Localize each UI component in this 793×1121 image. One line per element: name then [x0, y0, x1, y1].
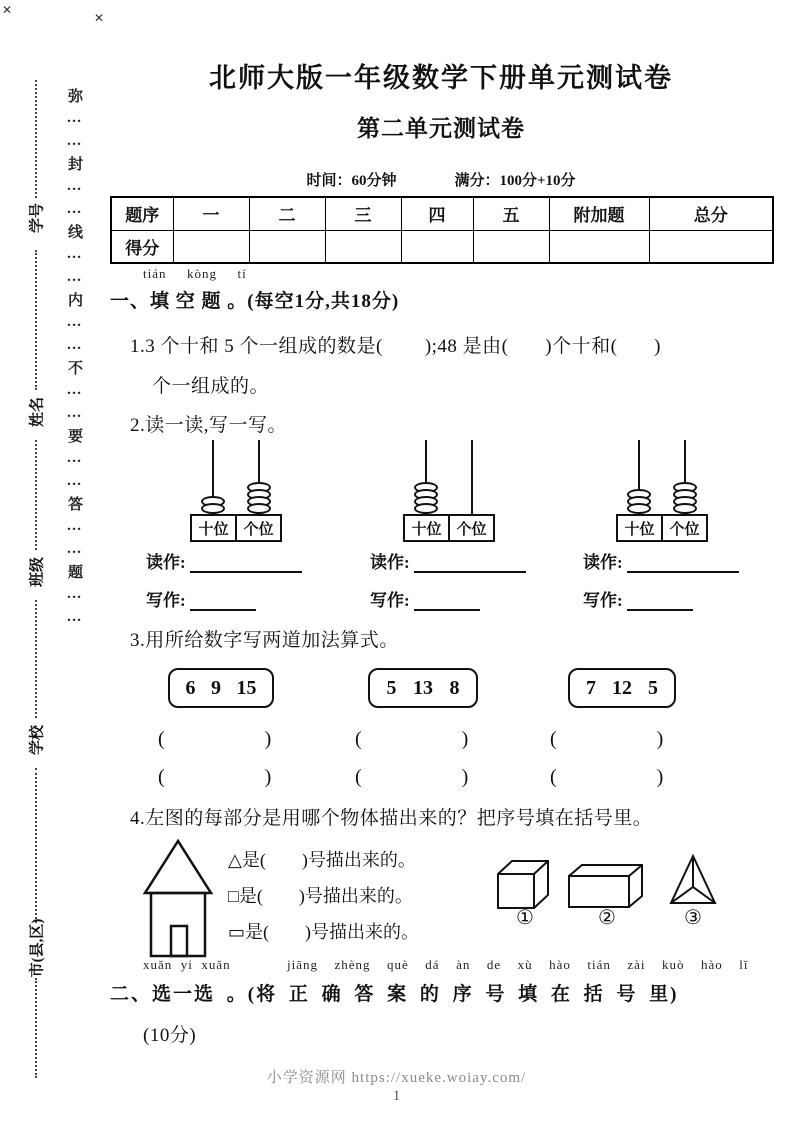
number: 7 [586, 676, 596, 699]
abacus-ring [673, 503, 697, 514]
abacus-ring [247, 503, 271, 514]
abacus-figure [616, 440, 708, 542]
abacus-ring [414, 503, 438, 514]
abacus-tens-rod [616, 440, 662, 514]
shape-number: ② [598, 907, 616, 929]
score-cell [249, 230, 325, 263]
read-as-blank [414, 555, 526, 573]
q4-option-line: ▭是( )号描出来的。 [228, 922, 419, 942]
abacus-figure [403, 440, 495, 542]
abacus-figure [190, 440, 282, 542]
score-table-header-cell: 一 [173, 197, 249, 230]
section-2-pinyin-left: xuǎn yi xuǎn [143, 957, 231, 972]
score-cell [649, 230, 773, 263]
q4-option-line: △是( )号描出来的。 [228, 850, 416, 870]
score-cell [549, 230, 649, 263]
seal-dotted-line [35, 80, 37, 198]
number: 13 [413, 676, 433, 699]
number: 15 [236, 676, 257, 699]
number: 9 [211, 676, 221, 699]
number: 5 [648, 676, 658, 699]
section-2-score-note: (10分) [143, 1025, 197, 1046]
full-score-label: 满分：100分+10分 [454, 173, 576, 189]
score-table-header-cell: 五 [473, 197, 549, 230]
write-as-blank [414, 593, 480, 611]
number: 5 [386, 676, 397, 699]
number-box [568, 668, 676, 708]
answer-paren: ( ) [158, 766, 272, 788]
write-as-blank [190, 593, 256, 611]
number: 6 [185, 676, 196, 699]
abacus-ring [201, 503, 225, 514]
section-1-heading: 一、填 空 题 。(每空1分,共18分) [110, 291, 400, 312]
answer-paren: ( ) [158, 728, 272, 750]
tens-place-label: 十位 [618, 516, 663, 540]
question-2-text: 2.读一读,写一写。 [130, 415, 288, 436]
abacus-ones-rod [662, 440, 708, 514]
ones-place-label: 个位 [243, 521, 274, 538]
footer-text: 小学资源网 https://xueke.woiay.com/ [266, 1070, 527, 1086]
read-as-row [146, 548, 302, 573]
page-title: 北师大版一年级数学下册单元测试卷 [209, 63, 673, 93]
write-as-label: 写作: [583, 591, 623, 610]
read-as-blank [627, 555, 739, 573]
score-table-header-cell: 总分 [649, 197, 773, 230]
seal-label-city: 市(县,区) [29, 918, 46, 978]
write-as-row [370, 586, 480, 611]
question-4-text: 4.左图的每部分是用哪个物体描出来的？把序号填在括号里。 [130, 808, 653, 829]
score-cell [325, 230, 401, 263]
seal-dotted-line [35, 600, 37, 718]
abacus-tens-rod [403, 440, 449, 514]
seal-label-school: 学校 [29, 724, 46, 756]
question-3-text: 3.用所给数字写两道加法算式。 [130, 630, 399, 651]
abacus-ring [627, 503, 651, 514]
cuboid-figure [566, 862, 648, 910]
score-table-header-cell: 题序 [111, 197, 173, 230]
read-as-label: 读作: [370, 553, 410, 572]
crop-mark-icon: ✕ [2, 3, 13, 17]
place-value-box [403, 514, 495, 542]
score-cell [401, 230, 473, 263]
time-label: 时间：60分钟 [306, 173, 397, 189]
write-as-label: 写作: [370, 591, 410, 610]
read-as-blank [190, 555, 302, 573]
section-2-heading: 二、选一选 。(将 正 确 答 案 的 序 号 填 在 括 号 里) [110, 984, 679, 1005]
seal-dotted-line [35, 440, 37, 550]
seal-label-name: 姓名 [29, 396, 46, 428]
shape-number: ① [516, 907, 534, 929]
triangle-figure [668, 852, 718, 908]
read-as-row [370, 548, 526, 573]
seal-label-class: 班级 [29, 556, 46, 588]
score-table-header-cell: 二 [249, 197, 325, 230]
read-as-row [583, 548, 739, 573]
cube-figure [494, 856, 556, 912]
score-row-label: 得分 [111, 230, 173, 263]
score-table-header-cell: 四 [401, 197, 473, 230]
q4-option-line: □是( )号描出来的。 [228, 886, 413, 906]
answer-paren: ( ) [355, 728, 469, 750]
answer-paren: ( ) [355, 766, 469, 788]
number-box [368, 668, 478, 708]
read-as-label: 读作: [583, 553, 623, 572]
seal-dotted-line [35, 768, 37, 923]
abacus-ones-rod [236, 440, 282, 514]
ones-place-label: 个位 [669, 521, 700, 538]
score-cell [473, 230, 549, 263]
read-as-label: 读作: [146, 553, 186, 572]
score-table-header-cell: 附加题 [549, 197, 649, 230]
number-box [168, 668, 274, 708]
section-2-pinyin-right: jiāng zhèng què dá àn de xù hào tián zài kuò hào lǐ [287, 957, 749, 972]
answer-paren: ( ) [550, 766, 664, 788]
write-as-blank [627, 593, 693, 611]
shape-number: ③ [684, 907, 702, 929]
score-table [110, 196, 774, 264]
seal-dotted-line [35, 978, 37, 1078]
number: 8 [449, 676, 460, 699]
exam-meta-line [110, 169, 772, 190]
write-as-row [146, 586, 256, 611]
place-value-box [190, 514, 282, 542]
place-value-box [616, 514, 708, 542]
crop-mark-icon: ✕ [94, 11, 105, 25]
score-cell [173, 230, 249, 263]
page-subtitle: 第二单元测试卷 [357, 116, 525, 141]
section-1-pinyin: tián kòng tí [143, 266, 247, 281]
tens-place-label: 十位 [405, 516, 450, 540]
score-table-header-cell: 三 [325, 197, 401, 230]
abacus-ones-rod [449, 440, 495, 514]
score-table-score-row [111, 230, 773, 263]
number: 12 [612, 676, 632, 699]
question-1-line-1: 1.3 个十和 5 个一组成的数是( );48 是由( )个十和( ) [130, 336, 661, 357]
abacus-tens-rod [190, 440, 236, 514]
question-1-line-2: 个一组成的。 [152, 376, 270, 397]
seal-dotted-line [35, 250, 37, 390]
ones-place-label: 个位 [456, 521, 487, 538]
write-as-row [583, 586, 693, 611]
seal-label-student-id: 学号 [29, 202, 46, 234]
page-number: 1 [392, 1088, 401, 1104]
score-table-header-row [111, 197, 773, 230]
write-as-label: 写作: [146, 591, 186, 610]
answer-paren: ( ) [550, 728, 664, 750]
house-figure [138, 838, 218, 963]
tens-place-label: 十位 [192, 516, 237, 540]
seal-line-text: 弥……封……线……内……不……要……答……题…… [66, 88, 82, 632]
